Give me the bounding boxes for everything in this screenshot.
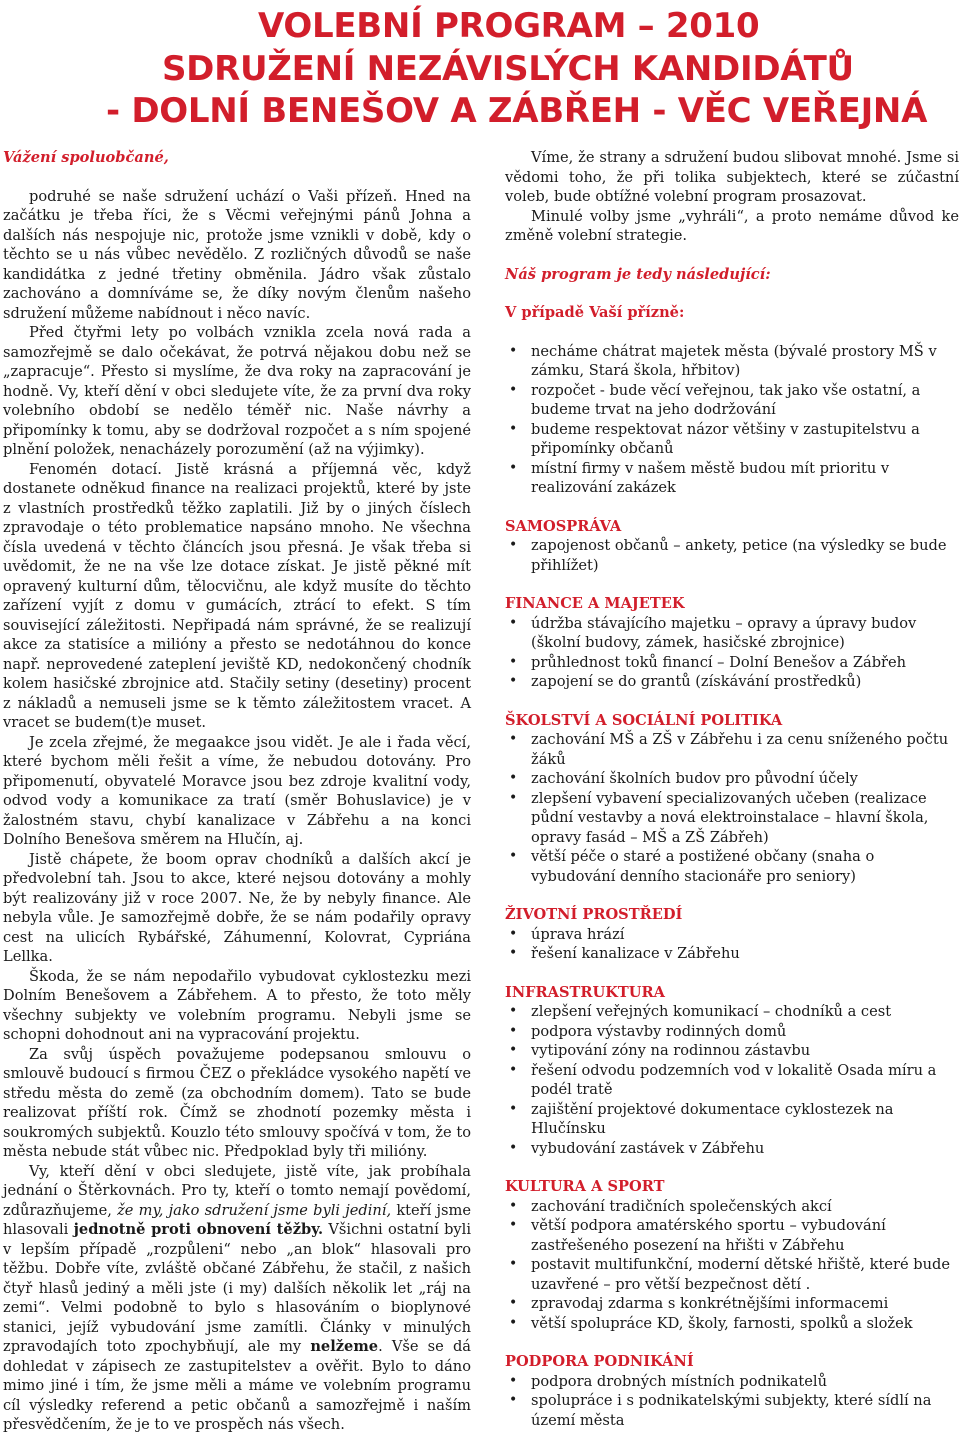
list-item: • zlepšení veřejných komunikací – chodníků a cest [505,1002,959,1022]
program-heading: Náš program je tedy následující: [505,265,771,283]
section-list [505,1372,959,1431]
list-item: • rozpočet - bude věcí veřejnou, tak jako vše ostatní, a budeme trvat na jeho dodržování [505,381,959,420]
text-run: Všichni ostatní byli v lepším případě „rozpůleni“ nebo „an blok“ hlasovali pro těžbu. Dobře víte, zvláště občané Zábřehu, že stačil, z našich čtyř hlasů jediný a měli jste (i my) dalších několik let „ráj na zemi“. Velmi podobně to bylo s hlasováním o bioplynové stanici, jejíž vybudování jsme zamítli. Články v minulých zpravodajích toto zpochybňují, ale my [3,1221,471,1355]
list-item: • podpora výstavby rodinných domů [505,1022,959,1042]
title-line-1: VOLEBNÍ PROGRAM – 2010 [258,6,760,46]
list-item: • podpora drobných místních podnikatelů [505,1372,959,1392]
list-item: • budeme respektovat názor většiny v zastupitelstvu a připomínky občanů [505,420,959,459]
section-title: FINANCE A MAJETEK [505,595,685,612]
text-run: kteří jsme hlasovali [3,1201,471,1238]
paragraph: Jistě chápete, že boom oprav chodníků a dalších akcí je předvolební tah. Jsou to akce, které nejsou dotovány a mohly být realizovány již v roce 2007. Ne, že by nebyly finance. Ale nebyla vůle. Je samozřejmě dobře, že se nám podařily opravy cest na ulicích Rybářské, Záhumenní, Kolovrat, Cypriána Lellka. [3,850,471,965]
list-item: • necháme chátrat majetek města (bývalé prostory MŠ v zámku, Stará škola, hřbitov) [505,342,959,381]
case-heading: V případě Vaší přízně: [505,304,685,321]
paragraph: podruhé se naše sdružení uchází o Vaši přízeň. Hned na začátku je třeba říci, že s Věcmi veřejnými pánů Johna a dalších nás nespojuje nic, protože jsme vznikli v době, kdy o těchto se u nás vůbec nevědělo. Z rozličných důvodů se naše kandidátka z jedné třetiny obměnila. Jádro však zůstalo zachováno a domníváme se, že díky novým členům našeho sdružení můžeme nabídnout i něco navíc. [3,187,471,322]
list-item: • zapojenost občanů – ankety, petice (na výsledky se bude přihlížet) [505,536,959,575]
paragraph: Za svůj úspěch považujeme podepsanou smlouvu o smlouvě budoucí s firmou ČEZ o překládce vysokého napětí ve středu města do země (za obchodním domem). Tato se bude realizovat příští rok. Čímž se zhodnotí pozemky města i soukromých subjektů. Kouzlo této smlouvy spočívá v tom, že to města nebude stát vůbec nic. Předpoklad byly tři milióny. [3,1045,471,1160]
salutation: Vážení spoluobčané, [3,149,169,166]
list-item: • větší spolupráce KD, školy, farnosti, spolků a složek [505,1314,959,1334]
list-item: • místní firmy v našem městě budou mít prioritu v realizování zakázek [505,459,959,498]
list-item: • postavit multifunkční, moderní dětské hřiště, které bude uzavřené – pro větší bezpečnost dětí . [505,1255,959,1294]
paragraph: Před čtyřmi lety po volbách vznikla zcela nová rada a samozřejmě se dalo očekávat, že potrvá nějakou dobu než se „zapracuje“. Přesto si myslíme, že dva roky na zapracování je hodně. Vy, kteří dění v obci sledujete víte, že za první dva roky volebního období se nedělo téměř nic. Naše návrhy a připomínky k tomu, aby se dodržoval rozpočet a s ním spojené plnění položek, nenacházely porozumění (až na výjimky). [3,324,471,458]
list-item: • zpravodaj zdarma s konkrétnějšími informacemi [505,1294,959,1314]
paragraph [3,1162,471,1435]
header [0,0,960,140]
bold-text: nelžeme [310,1338,379,1355]
list-item: • zlepšení vybavení specializovaných učeben (realizace půdní vestavby a nová elektroinstalace – hlavní škola, opravy fasád – MŠ a ZŠ Zábřeh) [505,789,959,848]
paragraph: Víme, že strany a sdružení budou slibovat mnohé. Jsme si vědomi toho, že při tolika subjektech, které se zúčastní voleb, bude obtížné volební program prosazovat. [505,149,959,205]
paragraph: Fenomén dotací. Jistě krásná a příjemná věc, když dostanete odněkud finance na realizaci projektů, které by jste z vlastních prostředků těžko zaplatili. Již by o jiných číslech zpravodaje o této problematice napsáno mnoho. Ne všechna čísla uvedená v těchto článcích jsou přesná. Je však třeba si uvědomit, že ne na vše lze dotace získat. Je jistě pěkné mít opravený kulturní dům, tělocvičnu, ale když musíte do těchto zařízení vyjít z domu v gumácích, ztrácí to efekt. S tím související záležitosti. Nepřipadá nám správné, že se realizují akce za statisíce a milióny a přesto se nedotáhnou do konce např. neprovedené zateplení jeviště KD, nedokončený chodník kolem hasičské zbrojnice atd. Stačily setiny (desetiny) procent z nákladů a nemuseli jsme se k těmto záležitostem vracet. A vracet se budem(t)e muset. [3,460,471,731]
list-item: • údržba stávajícího majetku – opravy a úpravy budov (školní budovy, zámek, hasičské zbrojnice) [505,614,959,653]
list-item: • řešení kanalizace v Zábřehu [505,944,959,964]
list-item: • řešení odvodu podzemních vod v lokalitě Osada míru a podél tratě [505,1061,959,1100]
list-item: • průhlednost toků financí – Dolní Benešov a Zábřeh [505,653,959,673]
section-title: ŠKOLSTVÍ A SOCIÁLNÍ POLITIKA [505,711,783,729]
section-list [505,1002,959,1158]
section-list [505,536,959,575]
paragraph: Škoda, že se nám nepodařilo vybudovat cyklostezku mezi Dolním Benešovem a Zábřehem. A to přesto, že toto měly všechny subjekty ve volebním programu. Nebyli jsme se schopni dohodnout ani na vypracování projektu. [3,967,471,1043]
paragraph: Minulé volby jsme „vyhráli“, a proto nemáme důvod ke změně volební strategie. [505,207,959,244]
list-item: • zajištění projektové dokumentace cyklostezek na Hlučínsku [505,1100,959,1139]
intro-list [505,342,959,498]
list-item: • zapojení se do grantů (získávání prostředků) [505,672,959,692]
section-title: PODPORA PODNIKÁNÍ [505,1353,694,1370]
list-item: • vytipování zóny na rodinnou zástavbu [505,1041,959,1061]
right-column [505,148,959,1430]
list-item: • spolupráce i s podnikatelskými subjekty, které sídlí na území města [505,1391,959,1430]
list-item: • větší podpora amatérského sportu – vybudování zastřešeného posezení na hřišti v Zábřehu [505,1216,959,1255]
text-run: Vy, kteří dění v obci sledujete, jistě víte, jak probíhala jednání o Štěrkovnách. Pro ty, kteří o tomto nemají povědomí, zdůrazňujeme, [3,1162,471,1219]
section-list [505,730,959,886]
title-line-3: - DOLNÍ BENEŠOV A ZÁBŘEH - VĚC VEŘEJNÁ [106,91,928,131]
section-list [505,1197,959,1334]
section-list [505,614,959,692]
list-item: • větší péče o staré a postižené občany (snaha o vybudování denního stacionáře pro seniory) [505,847,959,886]
text-run: . Vše se dá dohledat v zápisech ze zastupitelstev a ověřit. Bylo to dáno mimo jiné i tím, že jsme měli a máme ve volebním programu cíl výsledky referend a petic občanů a samozřejmě i naším přesvědčením, že je to ve prospěch nás všech. [3,1338,471,1433]
title-line-2: SDRUŽENÍ NEZÁVISLÝCH KANDIDÁTŮ [162,49,854,89]
emphasis-text: že my, jako sdružení jsme byli jediní, [117,1201,392,1219]
section-title: KULTURA A SPORT [505,1178,665,1195]
section-title: SAMOSPRÁVA [505,517,622,535]
section-title: ŽIVOTNÍ PROSTŘEDÍ [505,906,683,923]
list-item: • zachování školních budov pro původní účely [505,769,959,789]
section-title: INFRASTRUKTURA [505,983,665,1001]
paragraph: Je zcela zřejmé, že megaakce jsou vidět. Je ale i řada věcí, které bychom měli řešit a víme, že nebudou dotovány. Pro připomenutí, obyvatelé Moravce jsou bez zdroje kvalitní vody, odvod vody a komunikace za tratí (směr Bohuslavice) je v žalostném stavu, chybí kanalizace v Zábřehu a na konci Dolního Benešova směrem na Hlučín, aj. [3,733,471,848]
program-sections [505,517,959,1431]
section-list [505,925,959,964]
bold-text: jednotně proti obnovení těžby. [73,1221,324,1238]
list-item: • zachování MŠ a ZŠ v Zábřehu i za cenu sníženého počtu žáků [505,730,959,769]
list-item: • zachování tradičních společenských akcí [505,1197,959,1217]
list-item: • úprava hrází [505,925,959,945]
left-column [3,148,471,1435]
list-item: • vybudování zastávek v Zábřehu [505,1139,959,1159]
